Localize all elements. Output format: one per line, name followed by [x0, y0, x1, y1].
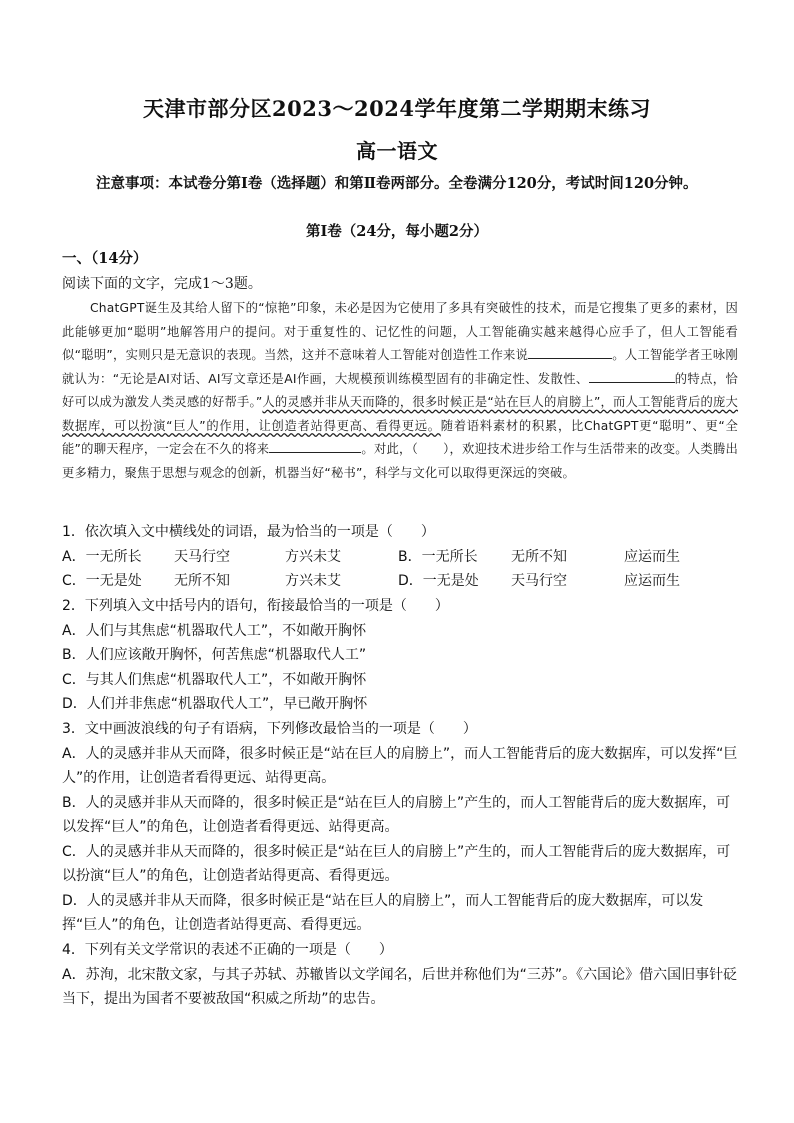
- option-d-word-3: 应运而生: [624, 573, 680, 589]
- option-row: [62, 545, 738, 570]
- exam-title: 天津市部分区2023～2024学年度第二学期期末练习: [143, 96, 651, 121]
- part-heading: 第Ⅰ卷（24分，每小题2分）: [305, 223, 489, 240]
- passage-text: 随着语料素材的积累，比ChatGPT更“聪明”、更“全能”的聊天程序，一定会在不久的将来: [62, 418, 738, 456]
- question-1: [62, 520, 738, 594]
- reading-passage: [62, 297, 738, 485]
- section-heading: 一、（14分）: [62, 250, 148, 267]
- option-b-word-2: 无所不知: [511, 548, 567, 565]
- question-stem: 4．下列有关文学常识的表述不正确的一项是（ ）: [62, 942, 393, 958]
- option-c-word-3: 方兴未艾: [285, 573, 341, 589]
- option-d: D．人的灵感并非从天而降，很多时候正是“站在巨人的肩膀上”，而人工智能背后的庞大数据库，可以发挥“巨人”的角色，让创造者站得更高、看得更远。: [62, 892, 704, 933]
- option-c: C．与其人们焦虑“机器取代人工”，不如敞开胸怀: [62, 671, 367, 688]
- exam-subject: 高一语文: [356, 139, 438, 163]
- option-c-word-2: 无所不知: [174, 573, 230, 589]
- question-4: [62, 938, 738, 1012]
- option-a: A．人的灵感并非从天而降，很多时候正是“站在巨人的肩膀上”，而人工智能背后的庞大数据库，可以发挥“巨人”的作用，让创造者看得更远、站得更高。: [62, 745, 738, 786]
- question-stem: 1．依次填入文中横线处的词语，最为恰当的一项是（ ）: [62, 524, 435, 540]
- option-b-word-1: B．一无所长: [398, 548, 478, 565]
- option-b: B．人的灵感并非从天而降的，很多时候正是“站在巨人的肩膀上”产生的，而人工智能背后的庞大数据库，可以发挥“巨人”的角色，让创造者看得更远、站得更高。: [62, 794, 731, 835]
- passage-text: ChatGPT诞生及其给人留下的“惊艳”印象，未必是因为它使用了多具有突破性的技术，而是它搜集了更多的素材，因此能够更加“聪明”地解答用户的提问。对于重复性的、记忆性的问题，人工智能确实越来越得心应手了，但人工智能看似“聪明”，实则只是无意识的表现。当然，这并不意味着人工智能对创造性工作来说: [62, 301, 738, 362]
- answer-blank: [528, 346, 612, 359]
- option-b-word-3: 应运而生: [624, 548, 680, 565]
- answer-blank: [269, 440, 361, 453]
- question-3: [62, 717, 738, 938]
- option-a-word-3: 方兴未艾: [285, 548, 341, 565]
- option-d-word-1: D．一无是处: [398, 573, 479, 589]
- passage-text: 。对此，（ ），欢迎技术进步给工作与生活带来的改变。人类腾出更多精力，聚焦于思想与观念的创新，机器当好“秘书”，科学与文化可以取得更深远的突破。: [62, 442, 738, 480]
- option-a: A．苏洵，北宋散文家，与其子苏轼、苏辙皆以文学闻名，后世并称他们为“三苏”。《六国论》借六国旧事针砭当下，提出为国者不要被敌国“积威之所劫”的忠告。: [62, 966, 738, 1007]
- question-stem: 2．下列填入文中括号内的语句，衔接最恰当的一项是（ ）: [62, 598, 449, 614]
- passage-text: 。人工智能学者王咏刚就认为：“无论是AI对话、AI写文章还是AI作画，大规模预训练模型固有的非确定性、发散性、: [62, 348, 738, 386]
- option-c-word-1: C．一无是处: [62, 573, 142, 589]
- option-c: C．人的灵感并非从天而降的，很多时候正是“站在巨人的肩膀上”产生的，而人工智能背后的庞大数据库，可以扮演“巨人”的角色，让创造者站得更高、看得更远。: [62, 843, 731, 884]
- option-a-word-1: A．一无所长: [62, 548, 142, 565]
- option-row: [62, 569, 738, 594]
- wavy-underlined-sentence: 人的灵感并非从天而降的，很多时候正是“站在巨人的肩膀上”，而人工智能背后的庞大数据库，可以扮演“巨人”的作用，让创造者站得更高、看得更远。: [62, 395, 739, 433]
- option-a: A．人们与其焦虑“机器取代人工”，不如敞开胸怀: [62, 622, 367, 639]
- option-d: D．人们并非焦虑“机器取代人工”，早已敞开胸怀: [62, 696, 368, 712]
- question-2: [62, 594, 738, 717]
- option-a-word-2: 天马行空: [174, 548, 230, 565]
- option-d-word-2: 天马行空: [511, 573, 567, 589]
- passage-text: 的特点，恰好可以成为激发人类灵感的好帮手。”: [62, 371, 738, 409]
- option-b: B．人们应该敞开胸怀，何苦焦虑“机器取代人工”: [62, 647, 367, 663]
- reading-instruction: 阅读下面的文字，完成1～3题。: [62, 276, 262, 292]
- question-stem: 3．文中画波浪线的句子有语病，下列修改最恰当的一项是（ ）: [62, 721, 477, 737]
- answer-blank: [589, 370, 675, 383]
- exam-notice: 注意事项：本试卷分第Ⅰ卷（选择题）和第Ⅱ卷两部分。全卷满分120分，考试时间120分钟。: [96, 175, 698, 192]
